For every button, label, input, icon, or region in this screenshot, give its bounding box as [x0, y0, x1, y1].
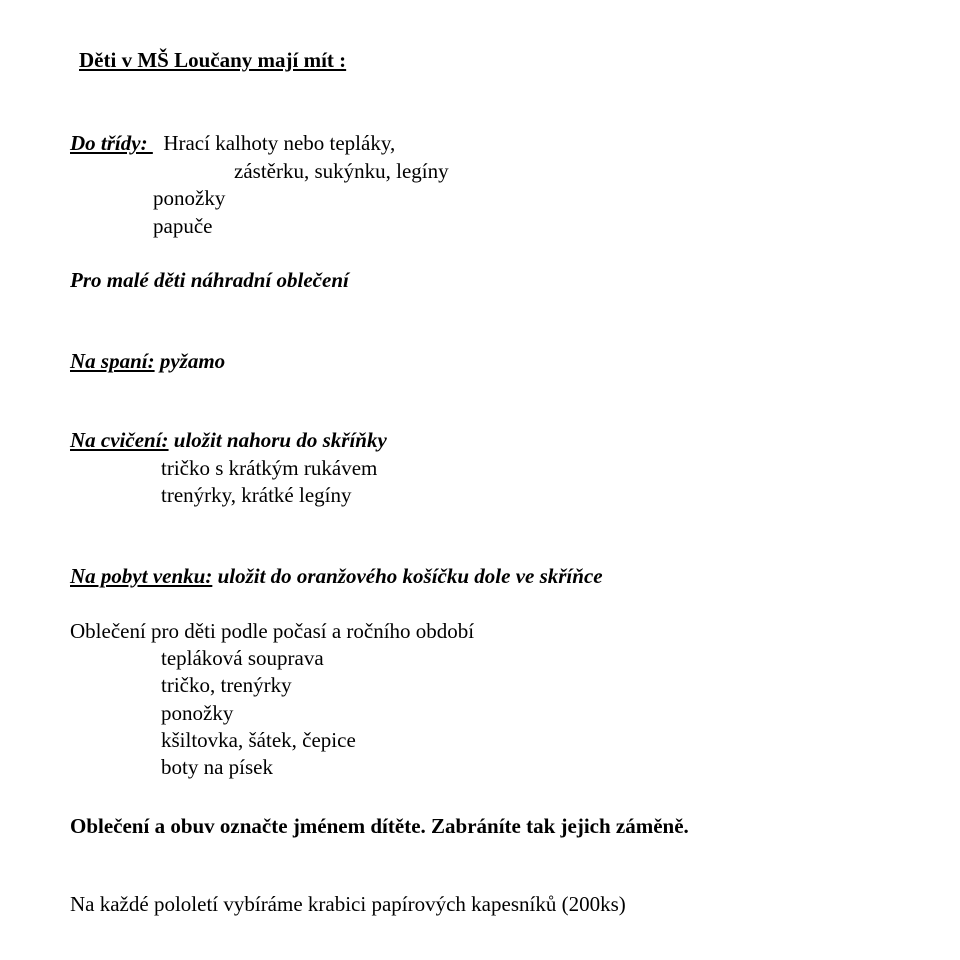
section-cviceni-label: Na cvičení: [70, 428, 169, 452]
section-trida-line2: zástěrku, sukýnku, legíny [234, 159, 449, 183]
label-note: Oblečení a obuv označte jménem dítěte. Zabráníte tak jejich záměně. [70, 814, 689, 838]
section-venku-item: boty na písek [161, 755, 273, 779]
section-venku-item: kšiltovka, šátek, čepice [161, 728, 356, 752]
section-cviceni-item: trenýrky, krátké legíny [161, 483, 352, 507]
section-spani [70, 351, 225, 372]
section-trida-label: Do třídy: [70, 131, 153, 155]
section-trida [70, 133, 395, 154]
section-venku-item: tričko, trenýrky [161, 673, 292, 697]
section-trida-line1: Hrací kalhoty nebo tepláky, [163, 131, 396, 155]
section-venku-text: uložit do oranžového košíčku dole ve skříňce [212, 564, 603, 588]
section-cviceni [70, 430, 387, 451]
section-spani-label: Na spaní: [70, 349, 155, 373]
section-male-deti: Pro malé děti náhradní oblečení [70, 268, 349, 292]
document-title: Děti v MŠ Loučany mají mít : [79, 48, 347, 72]
section-venku-label: Na pobyt venku: [70, 564, 213, 588]
section-trida-item: ponožky [153, 186, 226, 210]
section-venku-item: ponožky [161, 701, 234, 725]
section-trida-spacer [153, 131, 164, 155]
section-cviceni-item: tričko s krátkým rukávem [161, 456, 378, 480]
tissues-note: Na každé pololetí vybíráme krabici papírových kapesníků (200ks) [70, 892, 626, 916]
section-spani-text: pyžamo [154, 349, 226, 373]
section-cviceni-text: uložit nahoru do skříňky [168, 428, 387, 452]
section-venku [70, 566, 603, 587]
section-venku-item: tepláková souprava [161, 646, 324, 670]
section-venku-intro: Oblečení pro děti podle počasí a ročního období [70, 619, 475, 643]
section-trida-item: papuče [153, 214, 213, 238]
